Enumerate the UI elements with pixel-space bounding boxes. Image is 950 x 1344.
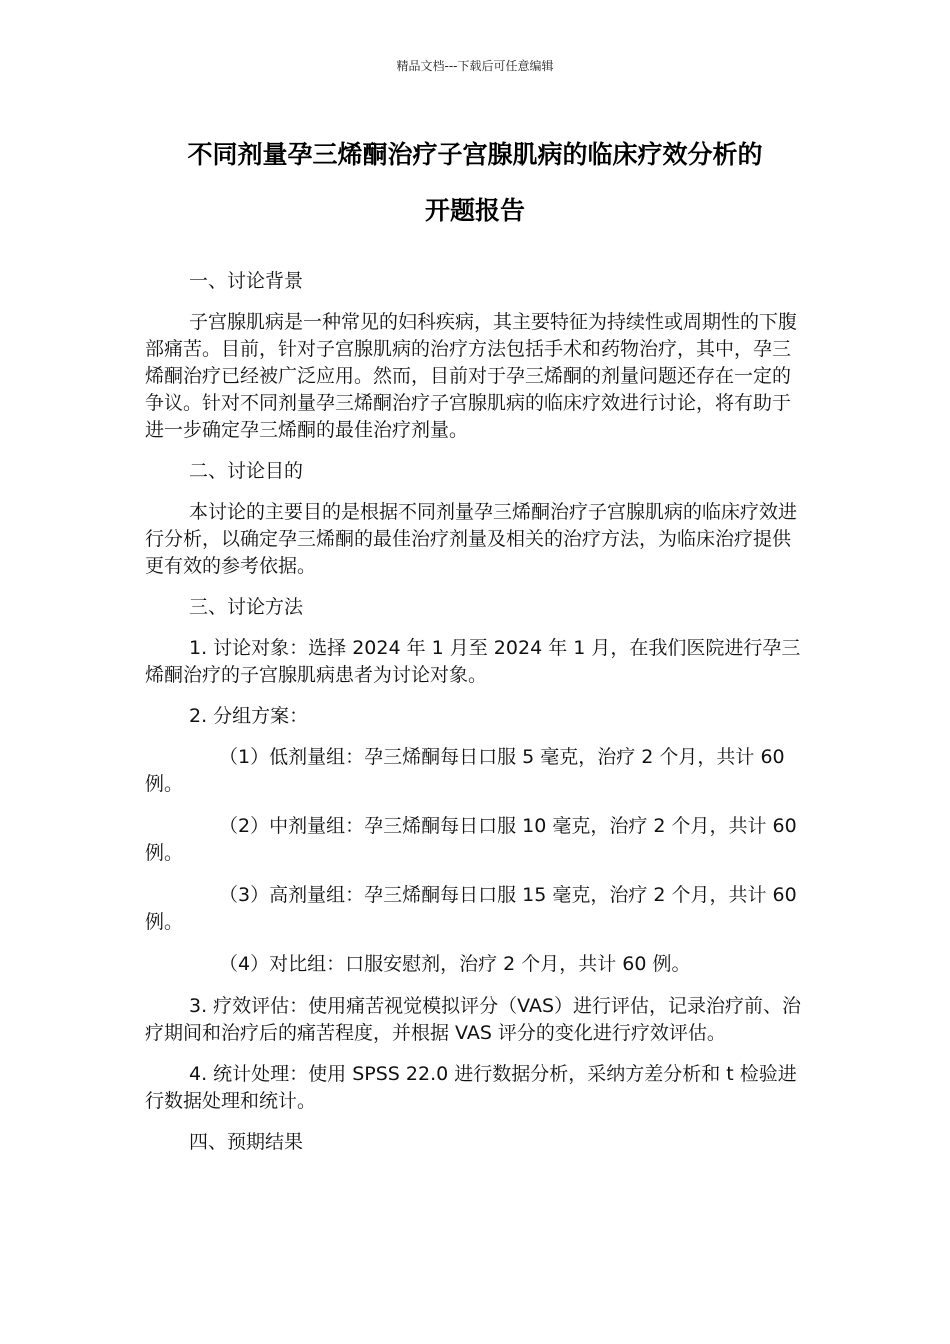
method-item-subjects: 1. 讨论对象：选择 2024 年 1 月至 2024 年 1 月，在我们医院进行孕三烯酮治疗的子宫腺肌病患者为讨论对象。 [145, 637, 801, 686]
group-medium-dose: （2）中剂量组：孕三烯酮每日口服 10 毫克，治疗 2 个月，共计 60 例。 [145, 815, 797, 864]
section-heading-results: 四、预期结果 [189, 1131, 304, 1153]
document-title-line2: 开题报告 [424, 196, 525, 225]
header-note: 精品文档---下载后可任意编辑 [396, 59, 554, 73]
group-control: （4）对比组：口服安慰剂，治疗 2 个月，共计 60 例。 [219, 953, 691, 975]
method-item-grouping: 2. 分组方案： [189, 705, 309, 727]
purpose-paragraph: 本讨论的主要目的是根据不同剂量孕三烯酮治疗子宫腺肌病的临床疗效进行分析，以确定孕三烯酮的最佳治疗剂量及相关的治疗方法，为临床治疗提供更有效的参考依据。 [145, 501, 798, 577]
method-item-evaluation: 3. 疗效评估：使用痛苦视觉模拟评分（VAS）进行评估，记录治疗前、治疗期间和治疗后的痛苦程度，并根据 VAS 评分的变化进行疗效评估。 [145, 995, 802, 1044]
document-body [145, 268, 805, 1170]
method-item-statistics: 4. 统计处理：使用 SPSS 22.0 进行数据分析，采纳方差分析和 t 检验进行数据处理和统计。 [145, 1063, 797, 1112]
group-low-dose: （1）低剂量组：孕三烯酮每日口服 5 毫克，治疗 2 个月，共计 60 例。 [145, 746, 785, 795]
document-title-line1: 不同剂量孕三烯酮治疗子宫腺肌病的临床疗效分析的 [187, 140, 763, 169]
section-heading-background: 一、讨论背景 [189, 270, 304, 292]
background-paragraph: 子宫腺肌病是一种常见的妇科疾病，其主要特征为持续性或周期性的下腹部痛苦。目前，针对子宫腺肌病的治疗方法包括手术和药物治疗，其中，孕三烯酮治疗已经被广泛应用。然而，目前对于孕三烯酮的剂量问题还存在一定的争议。针对不同剂量孕三烯酮治疗子宫腺肌病的临床疗效进行讨论，将有助于进一步确定孕三烯酮的最佳治疗剂量。 [145, 311, 798, 441]
section-heading-purpose: 二、讨论目的 [189, 460, 304, 482]
section-heading-method: 三、讨论方法 [189, 596, 304, 618]
group-high-dose: （3）高剂量组：孕三烯酮每日口服 15 毫克，治疗 2 个月，共计 60 例。 [145, 884, 797, 933]
